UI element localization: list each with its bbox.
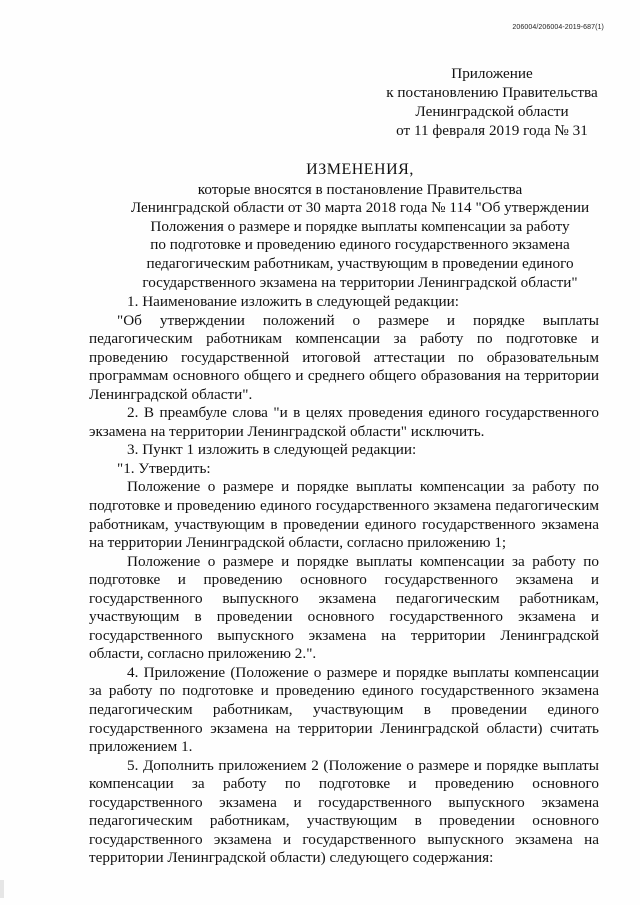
appendix-line: от 11 февраля 2019 года № 31 <box>396 122 588 139</box>
appendix-reference <box>372 64 612 140</box>
paragraph-5: "1. Утвердить: <box>117 459 211 477</box>
appendix-line: Ленинградской области <box>415 103 569 120</box>
title-line: государственного экзамена на территории Ленинградской области" <box>142 273 578 291</box>
paragraph-7: Положение о размере и порядке выплаты компенсации за работу по подготовке и проведению основного государственного экзамена и государственного выпускного экзамена педагогическим работникам, участвующим в проведении основного государственного экзамена и государственного выпускного экзамена на территории Ленинградской области, согласно приложению 2.". <box>89 552 599 663</box>
paragraph-3: 2. В преамбуле слова "и в целях проведения единого государственного экзамена на территории Ленинградской области" исключить. <box>89 404 599 440</box>
paragraph-1: 1. Наименование изложить в следующей редакции: <box>127 293 459 310</box>
appendix-line: к постановлению Правительства <box>386 84 598 101</box>
title-line: Положения о размере и порядке выплаты компенсации за работу <box>150 217 570 235</box>
appendix-line: Приложение <box>451 65 533 82</box>
paragraph-4: 3. Пункт 1 изложить в следующей редакции: <box>127 441 417 459</box>
paragraph-6: Положение о размере и порядке выплаты компенсации за работу по подготовке и проведению единого государственного экзамена педагогическим работникам, участвующим в проведении единого государственного экзамена на территории Ленинградской области, согласно приложению 1; <box>89 478 599 552</box>
title-line: педагогическим работникам, участвующим в проведении единого <box>146 254 574 272</box>
paragraph-9: 5. Дополнить приложением 2 (Положение о размере и порядке выплаты компенсации за работу по подготовке и проведению основного государственного экзамена и государственного выпускного экзамена педагогическим работникам, участвующим в проведении основного государственного экзамена и государственного выпускного экзамена на территории Ленинградской области) следующего содержания: <box>89 756 599 867</box>
paragraph-8: 4. Приложение (Положение о размере и порядке выплаты компенсации за работу по подготовке и проведению единого государственного экзамена педагогическим работникам, участвующим в проведении единого государственного экзамена на территории Ленинградской области) считать приложением 1. <box>89 663 599 756</box>
document-title <box>60 161 640 292</box>
document-body <box>89 293 599 868</box>
scan-edge-mark <box>0 880 4 898</box>
paragraph-2: "Об утверждении положений о размере и порядке выплаты педагогическим работникам компенсации за работу по подготовке и проведению государственной итоговой аттестации по образовательным программам основного общего и среднего общего образования на территории Ленинградской области". <box>89 311 599 403</box>
title-line: Ленинградской области от 30 марта 2018 года № 114 "Об утверждении <box>130 199 590 217</box>
document-id: 206004/206004-2019-687(1) <box>512 24 604 31</box>
title-heading: ИЗМЕНЕНИЯ, <box>306 161 414 178</box>
title-line: которые вносятся в постановление Правительства <box>197 180 523 198</box>
title-line: по подготовке и проведению единого государственного экзамена <box>150 236 570 254</box>
